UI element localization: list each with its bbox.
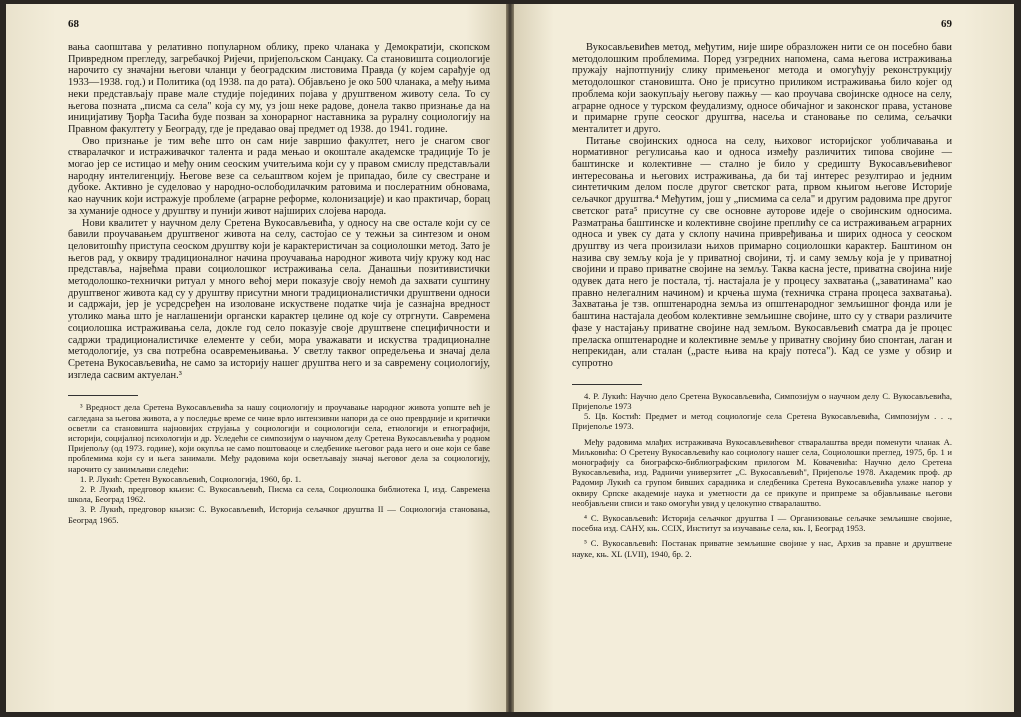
- book-gutter: [506, 4, 514, 712]
- right-footnotes: [572, 391, 952, 559]
- footnote: 5. Цв. Костић: Предмет и метод социологије села Сретена Вукосављевића, Симпозијум . . ., Пријепоље 1973.: [572, 411, 952, 432]
- footnote: 2. Р. Лукић, предговор књизи: С. Вукосављевић, Писма са села, Социолошка библиотека I, изд. Савремена школа, Београд 1962.: [68, 484, 490, 505]
- page-number-left: 68: [68, 18, 79, 30]
- left-footnotes: [68, 402, 490, 524]
- paragraph: Питање својинских односа на селу, њиховог историјског уобличавања и нормативног регулисања као и односа између различитих типова својине — баштинске и колективне — стално је било у средишту Вукосављевићевог интересовања и његових истраживања, да би тај интерес резултирао и једним синтетичким делом после другог светског рата, првом књигом његове Историје сељачког друштва.⁴ Међутим, још у „писмима са села" и другим радовима пре другог светског рата⁵ присутне су све основне ауторове идеје о својинским односима. Разматрања баштинске и колективне својине преплићу се са истраживањем аграрних односа и увек су дата у склопу начина привређивања и ширих односа у сеоском друштву из чега произилази њихов примарно социолошки карактер. Баштином он назива сву земљу која је у приватној својини, тј. и саму земљу која је у приватној својини и право приватне својине на земљу. Таква касна јесте, приватна својина није одувек дата него је постала, тј. настајала је у процесу захватања („заватинама" као правно нелегалним начином) и крчења шума (техничка страна процеса захватања). Захватања је тзв. општенародна земља из општенародног земљишног фонда или је баштина настајала деобом колективне земљишне својине, што су у ствари различите фазе у настајању приватне својине над земљом. Вукосављевић сматра да је процес преласка општенародне и колективне земље у приватну својину био спонтан, лаган и непрекидан, али сталан („расте њива на крају потеса"). Кад се узме у обзир и супротно: [572, 135, 952, 369]
- paragraph: вања саопштава у релативно популарном облику, преко чланака у Демократији, скопском Привредном прегледу, загребачкој Ријечи, пријепољском Санџаку. Са становишта социологије нарочито су значајни његови чланци у београдским листовима Правда (у којем сарађује од 1933—1938. год.) и Политика (од 1938. па до рата). Објављено је око 500 чланака, а међу њима неки представљају праве мале студије појединих појава у друштвеном животу села. То су његова позната „писма са села" која су му, уз још неке радове, донела такво признање да на иницијативу Ђорђа Тасића буде позван за хонорарног наставника за руралну социологију на Правном факултету у Београду, где је предавао овај предмет од 1938. до 1941. године.: [68, 42, 490, 135]
- footnote: ⁵ С. Вукосављевић: Постанак приватне земљишне својине у нас, Архив за правне и друштвене науке, књ. XL (LVII), 1940, бр. 2.: [572, 538, 952, 559]
- footnote-rule: [68, 395, 138, 396]
- footnote-rule: [572, 384, 642, 385]
- footnote: ⁴ С. Вукосављевић: Историја сељачког друштва I — Организовање сељачке земљишне својине, посебна изд. САНУ, књ. CCIX, Институт за изучавање села, књ. I, Београд 1953.: [572, 512, 952, 534]
- paragraph: Нови квалитет у научном делу Сретена Вукосављевића, у односу на све остале који су се бавили проучавањем друштвеног живота на селу, састојао се у тежњи за синтезом и оном целовитошћу приступа сеоском друштву који је карактеристичан за социолошки метод. Зато је његов рад, у оквиру традиционалног начина проучавања народног живота чију кружу код нас представља, највећма прави социолошког истраживања села. Данашњи позитивистички методолошко-технички ритуал у много већој мери показује своју немоћ да захвати суштину друштвеног живота кад су у друштву присутни многи традиционалистички друштвени односи и садржаји, јер је усредсређен на изоловане искуствене податке чија је сазнајна вредност утолико мања што је наглашенији органски карактер целине од које су отргнути. Савремена социолошка истраживања села, докле год село показује своје друштвене специфичности и садржи традиционалистичке елементе у себи, мора уважавати и искуства традиционалне методологије, уз сва потребна осавремењивања. У светлу таквог опредељења и значај дела Сретена Вукосављевића, не само за историју нашег друштва него и за савремену социологију, изгледа сасвим актуелан.³: [68, 217, 490, 381]
- left-body: [68, 42, 490, 381]
- page-number-right: 69: [941, 18, 952, 30]
- footnote: ³ Вредност дела Сретена Вукосављевића за нашу социологију и проучавање народног живота уопште већ је сагледана за његова живота, а у последње време се чине врло интензивни напори да се оно преврдније и критички осветли са становишта најновијих струјања у социологији и социологији села, етнологији и етнографији, историји, социјалној психологији и др. Уследећи се симпозијум о научном делу Сретена Вукосављевића у родном Пријепољу (од 1973. године), који окупља не само поштоваоце и следбенике његовог рада него и оне који се баве проблемима који су и њега занимали. Међу радовима који осветљавају значај његовог дела за социологију, нарочито су занимљиви следећи:: [68, 402, 490, 474]
- paragraph: Вукосављевићев метод, међутим, није шире образложен нити се он посебно бави методолошким проблемима. Поред узгредних напомена, сама његова истраживања пружају најпотпунију слику примењеног метода и омогућују реконструкцију методолошког становишта. Оно је присутно приликом истраживања било којег од проблема који заокупљају његову пажњу — као проучава својинске односе на селу, аграрне односе у турском феудализму, односе обичајног и законског права, установе и примарне групе сеоског друштва, насеља и становање по селима, сељачки менталитет и друго.: [572, 42, 952, 135]
- right-body: [572, 42, 952, 370]
- footnote: Међу радовима млађих истраживача Вукосављевићевог стваралаштва вреди поменути чланак А. Миљковића: О Сретену Вукосављевићу као социологу нашег села, Социолошки преглед, 1975, бр. 1 и монографију са биографско-библиографским прилогом М. Ковачевића: Научно дело Сретена Вукосављевића, изд. Радничи универзитет „С. Вукосављевић", Пријепоље 1978. Академик проф. др Радомир Лукић са групом бивших сарадника и следбеника Сретена Вукосављевића улаже напор у оквиру Српске академије наука и уметности да се прикупе и припреме за објављивање његови необјављени списи и тако омогући увид у целокупно стваралаштво.: [572, 436, 952, 508]
- footnote: 1. Р. Лукић: Сретен Вукосављевић, Социологија, 1960, бр. 1.: [80, 473, 302, 484]
- footnote: 4. Р. Лукић: Научно дело Сретена Вукосављевића, Симпозијум о научном делу С. Вукосављевића, Пријепоље 1973: [572, 390, 952, 411]
- left-page: [6, 4, 506, 712]
- right-page: [514, 4, 1014, 712]
- paragraph: Ово признање је тим веће што он сам није завршио факултет, него је снагом свог стваралачког и истраживачког талента и рада мењао и окошталe академске традиције То је могао јер се истицао и међу оним сеоским учитељима који су у правом смислу представљали народну интелигенцију. Његове везе са сељаштвом којем је припадао, биле су свестране и дубоке. Активно је суделовао у народно-ослободилачким ратовима и послератним обновама, као научник који истражује проблеме (аграрне реформе, колонизације) и као практичар, борац за хуманије односе у друштву и пунији живот најширих слојева народа.: [68, 135, 490, 217]
- footnote: 3. Р. Лукић, предговор књизи: С. Вукосављевић, Историја сељачког друштва II — Социологија становања, Београд 1965.: [68, 504, 490, 525]
